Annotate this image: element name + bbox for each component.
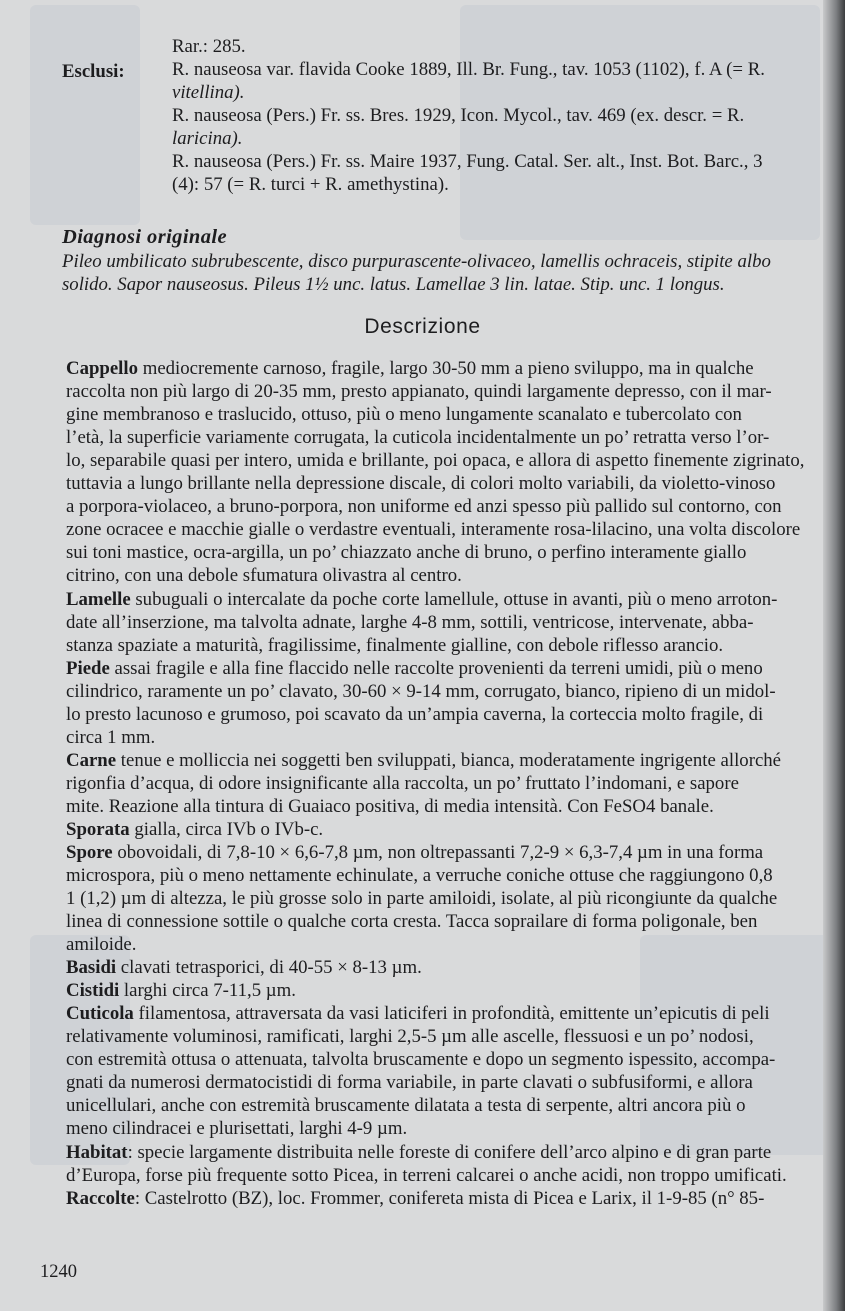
section-line: linea di connessione sottile o qualche corta cresta. Tacca soprailare di forma poligonale, ben (66, 911, 758, 933)
excluded-line-4: laricina). (172, 128, 243, 149)
section-label: Lamelle (66, 588, 131, 610)
section-line: d’Europa, forse più frequente sotto Picea, in terreni calcarei o anche acidi, non troppo umificati. (66, 1164, 787, 1186)
excluded-label: Esclusi: (62, 61, 125, 82)
section-line: gnati da numerosi dermatocistidi di forma variabile, in parte clavati o subfusiformi, e allora (66, 1072, 753, 1094)
section-line: relativamente voluminosi, ramificati, larghi 2,5-5 µm alle ascelle, flessuosi e un po’ nodosi, (66, 1026, 754, 1048)
section-label: Habitat (66, 1141, 128, 1163)
section-carne (66, 749, 823, 818)
section-habitat (66, 1141, 823, 1187)
excluded-line-3: R. nauseosa (Pers.) Fr. ss. Bres. 1929, Icon. Mycol., tav. 469 (ex. descr. = R. (172, 105, 745, 126)
section-line: Habitat: specie largamente distribuita nelle foreste di conifere dell’arco alpino e di gran parte (66, 1141, 772, 1163)
diagnosis-line-2: solido. Sapor nauseosus. Pileus 1½ unc. latus. Lamellae 3 lin. latae. Stip. unc. 1 longus. (62, 274, 725, 295)
section-line: Carne tenue e molliccia nei soggetti ben sviluppati, bianca, moderatamente ingrigente allorché (66, 749, 782, 771)
excluded-line-5: R. nauseosa (Pers.) Fr. ss. Maire 1937, Fung. Catal. Ser. alt., Inst. Bot. Barc., 3 (172, 151, 763, 172)
excluded-line-2: vitellina). (172, 82, 245, 103)
section-spore (66, 841, 823, 956)
section-label: Piede (66, 657, 110, 679)
section-raccolte (66, 1187, 823, 1210)
diagnosis-line-1: Pileo umbilicato subrubescente, disco purpurascente-olivaceo, lamellis ochraceis, stipite albo (62, 251, 771, 272)
section-label: Cuticola (66, 1003, 134, 1025)
section-line: Raccolte: Castelrotto (BZ), loc. Frommer, conifereta mista di Picea e Larix, il 1-9-85 (n° 85- (66, 1187, 765, 1209)
section-label: Carne (66, 749, 117, 771)
section-cistidi (66, 979, 823, 1002)
section-line: Sporata gialla, circa IVb o IVb-c. (66, 819, 324, 840)
section-label: Spore (66, 842, 113, 864)
section-line: lo, separabile quasi per intero, umida e brillante, poi opaca, e allora di aspetto finemente zigrinato, (66, 450, 805, 471)
section-line: Cappello mediocremente carnoso, fragile, largo 30-50 mm a pieno sviluppo, ma in qualche (66, 358, 754, 379)
section-line: Piede assai fragile e alla fine flaccido nelle raccolte provenienti da terreni umidi, più o meno (66, 657, 763, 679)
section-line: zone ocracee e macchie gialle o verdastre eventuali, interamente rosa-lilacino, una volta discolore (66, 519, 801, 540)
section-line: microspora, più o meno nettamente echinulate, a verruche coniche ottuse che raggiungono 0,8 (66, 865, 773, 887)
section-cuticola (66, 1002, 823, 1140)
section-line: l’età, la superficie variamente corrugata, la cuticola incidentalmente un po’ retratta verso l’or- (66, 427, 770, 448)
section-line: rigonfia d’acqua, di odore insignificante alla raccolta, un po’ fruttato l’indomani, e sapore (66, 772, 739, 794)
section-line: Lamelle subuguali o intercalate da poche corte lamellule, ottuse in avanti, più o meno arroton- (66, 588, 778, 610)
section-label: Raccolte (66, 1187, 135, 1209)
section-line: Spore obovoidali, di 7,8-10 × 6,6-7,8 µm, non oltrepassanti 7,2-9 × 6,3-7,4 µm in una forma (66, 842, 764, 864)
section-label: Basidi (66, 957, 117, 979)
section-line: meno cilindracei e plurisettati, larghi 4-9 µm. (66, 1118, 408, 1140)
rar-line: Rar.: 285. (172, 36, 246, 57)
section-line: Basidi clavati tetrasporici, di 40-55 × 8-13 µm. (66, 957, 422, 979)
excluded-line-6: (4): 57 (= R. turci + R. amethystina). (172, 174, 449, 195)
excluded-line-1: R. nauseosa var. flavida Cooke 1889, Ill. Br. Fung., tav. 1053 (1102), f. A (= R. (172, 59, 765, 80)
section-label: Sporata (66, 819, 130, 840)
section-line: mite. Reazione alla tintura di Guaiaco positiva, di media intensità. Con FeSO4 banale. (66, 795, 714, 817)
section-cappello (66, 357, 823, 587)
section-piede (66, 657, 823, 749)
section-line: sui toni mastice, ocra-argilla, un po’ chiazzato anche di bruno, o perfino interamente giallo (66, 542, 747, 563)
section-line: tuttavia a lungo brillante nella depressione discale, di colori molto variabili, da violetto-vinoso (66, 473, 776, 494)
section-line: amiloide. (66, 934, 137, 956)
description-title: Descrizione (364, 315, 481, 338)
section-line: a porpora-violaceo, a bruno-porpora, non uniforme ed anzi spesso più pallido sul contorno, con (66, 496, 782, 517)
section-line: Cuticola filamentosa, attraversata da vasi laticiferi in profondità, emittente un’epicutis di peli (66, 1003, 770, 1025)
section-line: con estremità ottusa o attenuata, talvolta bruscamente e dopo un segmento ispessito, accompa- (66, 1049, 776, 1071)
section-line: date all’inserzione, ma talvolta adnate, larghe 4-8 mm, sottili, ventricose, intervenate, abba- (66, 611, 754, 633)
section-line: unicellulari, anche con estremità bruscamente dilatata a testa di serpente, altri ancora più o (66, 1095, 746, 1117)
section-line: circa 1 mm. (66, 726, 156, 748)
page-number: 1240 (40, 1262, 77, 1282)
section-lamelle (66, 588, 823, 657)
section-line: 1 (1,2) µm di altezza, le più grosse solo in parte amiloidi, isolate, al più ricongiunte da qualche (66, 888, 778, 910)
section-basidi (66, 956, 823, 979)
section-label: Cistidi (66, 980, 120, 1002)
section-line: Cistidi larghi circa 7-11,5 µm. (66, 980, 296, 1002)
section-label: Cappello (66, 358, 139, 379)
section-line: stanza spaziate a maturità, fragilissime, finalmente gialline, con debole riflesso arancio. (66, 634, 724, 656)
section-line: lo presto lacunoso e grumoso, poi scavato da un’ampia caverna, la corteccia molto fragile, di (66, 703, 764, 725)
section-line: gine membranoso e traslucido, ottuso, più o meno lungamente scanalato e tubercolato con (66, 404, 742, 425)
section-line: citrino, con una debole sfumatura olivastra al centro. (66, 565, 462, 586)
section-line: raccolta non più largo di 20-35 mm, presto appianato, quindi largamente depresso, con il mar- (66, 381, 772, 402)
section-sporata (66, 818, 823, 841)
section-line: cilindrico, raramente un po’ clavato, 30-60 × 9-14 mm, corrugato, bianco, ripieno di un midol- (66, 680, 776, 702)
diagnosis-heading: Diagnosi originale (62, 226, 227, 248)
